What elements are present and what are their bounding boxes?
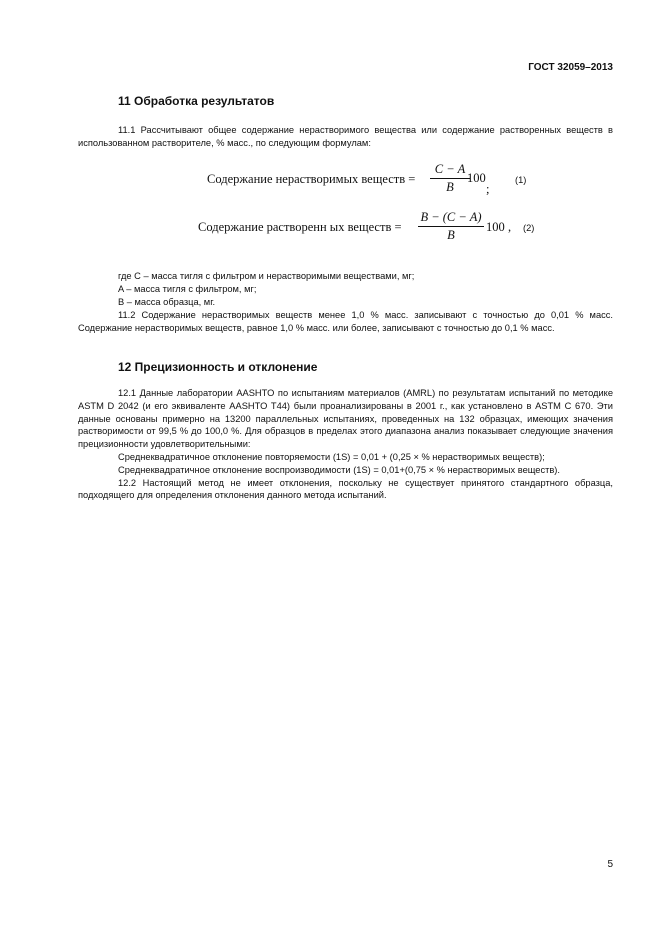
formula-2-lhs: Содержание растворенн ых веществ = [198, 220, 402, 234]
formula-1-denominator: B [446, 179, 454, 194]
paragraph-11-1-text: 11.1 Рассчитывают общее содержание нерастворимого вещества или содержание растворенных веществ в использованном растворителе, % масс., по следующим формулам: [78, 125, 613, 148]
reproducibility-text: Среднеквадратичное отклонение воспроизводимости (1S) = 0,01+(0,75 × % нерастворимых веществ). [118, 464, 560, 475]
section-12-heading: 12 Прецизионность и отклонение [118, 360, 318, 374]
section-11-heading: 11 Обработка результатов [118, 94, 275, 108]
formula-2-factor: 100 [486, 220, 505, 234]
formula-2-fraction-bar [418, 226, 484, 227]
formula-2-punct: , [508, 220, 512, 234]
paragraph-11-2-text: 11.2 Содержание нерастворимых веществ менее 1,0 % масс. записывают с точностью до 0,01 % масс. Содержание нерастворимых веществ, равное 1,0 % масс. или более, записывают с точностью до 0,1 % масс. [78, 310, 613, 333]
formula-1-factor: 100 [467, 171, 486, 185]
formula-2-number: (2) [523, 223, 535, 233]
formula-2-denominator: B [447, 227, 455, 242]
paragraph-11-2 [78, 309, 613, 335]
standard-number: ГОСТ 32059–2013 [528, 62, 613, 73]
formula-1-fraction-bar [430, 178, 470, 179]
formula-1-lhs: Содержание нерастворимых веществ = [207, 172, 416, 186]
variable-definitions [118, 270, 414, 308]
paragraph-11-1 [78, 124, 613, 150]
definition-a: A – масса тигля с фильтром, мг; [118, 283, 257, 294]
page-number: 5 [607, 859, 613, 870]
formula-1-fraction [430, 163, 470, 194]
paragraph-12-1-text: 12.1 Данные лаборатории AASHTO по испытаниям материалов (AMRL) по результатам испытаний по методике ASTM D 2042 (и его эквиваленте AASHTO T44) были проанализированы в 2001 г., как установлено в ASTM C 670. Эти данные основаны примерно на 13200 параллельных испытаниях, проведенных на 132 образцах, имеющих значения растворимости от 99,5 % до 100,0 %. Для образцов в пределах этого диапазона анализ показывает следующие значения прецизионности удовлетворительными: [78, 388, 613, 450]
formula-1-number: (1) [515, 175, 527, 185]
formula-1-numerator: C − A [434, 162, 466, 176]
definition-b: B – масса образца, мг. [118, 296, 216, 307]
repeatability-text: Среднеквадратичное отклонение повторяемости (1S) = 0,01 + (0,25 × % нерастворимых веществ); [118, 451, 545, 462]
formula-2-numerator: B − (C − A) [420, 210, 482, 224]
paragraph-12-2-text: 12.2 Настоящий метод не имеет отклонения, поскольку не существует принятого стандартного образца, подходящего для определения отклонения данного метода испытаний. [78, 477, 613, 501]
definition-c: где C – масса тигля с фильтром и нерастворимыми веществами, мг; [118, 271, 415, 281]
paragraph-12-1 [78, 387, 613, 502]
formula-1-punct: ; [486, 182, 490, 196]
formula-2-fraction [418, 211, 484, 242]
